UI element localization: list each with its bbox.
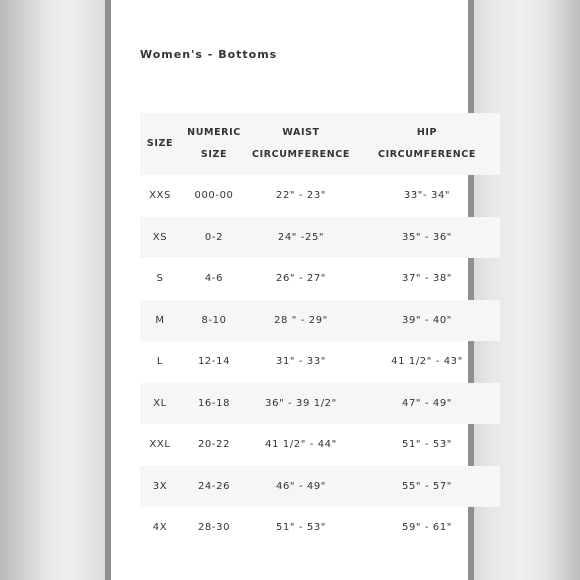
cell-waist: 22" - 23" — [275, 190, 326, 202]
table-row — [140, 466, 500, 508]
table-header — [140, 113, 500, 175]
cell-size: L — [156, 356, 164, 368]
cell-waist: 36" - 39 1/2" — [265, 397, 337, 409]
cell-hip: 35" - 36" — [401, 231, 452, 243]
cell-waist: 51" - 53" — [275, 522, 326, 534]
cell-size: 3X — [152, 480, 168, 492]
table-row — [140, 507, 500, 549]
cell-numeric: 28-30 — [197, 522, 231, 534]
cell-numeric: 0-2 — [204, 231, 224, 243]
cell-numeric: 16-18 — [197, 397, 231, 409]
cell-hip: 37" - 38" — [401, 273, 452, 285]
cell-size: M — [155, 314, 165, 326]
table-row — [140, 341, 500, 383]
cell-numeric: 24-26 — [197, 480, 231, 492]
cell-size: S — [156, 273, 164, 285]
table-body — [140, 175, 500, 549]
header-numeric-size: NUMERIC SIZE — [187, 127, 241, 160]
cell-size: XXS — [149, 190, 171, 202]
cell-size: XL — [153, 397, 167, 409]
cell-numeric: 8-10 — [201, 314, 227, 326]
cell-numeric: 000-00 — [194, 190, 234, 202]
cell-size: 4X — [152, 522, 168, 534]
header-size: SIZE — [146, 138, 174, 149]
cell-waist: 31" - 33" — [275, 356, 326, 368]
header-row — [140, 113, 500, 175]
cell-waist: 46" - 49" — [275, 480, 326, 492]
table-row — [140, 383, 500, 425]
cell-hip: 51" - 53" — [401, 439, 452, 451]
table-row — [140, 258, 500, 300]
cell-hip: 59" - 61" — [401, 522, 452, 534]
table-row — [140, 300, 500, 342]
cell-numeric: 12-14 — [197, 356, 231, 368]
cell-hip: 39" - 40" — [401, 314, 452, 326]
size-chart-table — [140, 113, 500, 549]
page-title: Women's - Bottoms — [140, 48, 278, 61]
cell-size: XS — [152, 231, 168, 243]
cell-numeric: 20-22 — [197, 439, 231, 451]
cell-waist: 26" - 27" — [275, 273, 326, 285]
table-row — [140, 424, 500, 466]
cell-waist: 28 " - 29" — [274, 314, 328, 326]
header-waist: WAIST CIRCUMFERENCE — [252, 127, 350, 160]
table-row — [140, 175, 500, 217]
cell-waist: 24" -25" — [277, 231, 325, 243]
size-chart-container — [140, 113, 476, 553]
header-hip: HIP CIRCUMFERENCE — [378, 127, 476, 160]
cell-hip: 41 1/2" - 43" — [391, 356, 463, 368]
cell-hip: 55" - 57" — [401, 480, 452, 492]
cell-size: XXL — [149, 439, 171, 451]
cell-hip: 33"- 34" — [403, 190, 451, 202]
cell-waist: 41 1/2" - 44" — [265, 439, 337, 451]
table-row — [140, 217, 500, 259]
cell-hip: 47" - 49" — [401, 397, 452, 409]
cell-numeric: 4-6 — [204, 273, 224, 285]
